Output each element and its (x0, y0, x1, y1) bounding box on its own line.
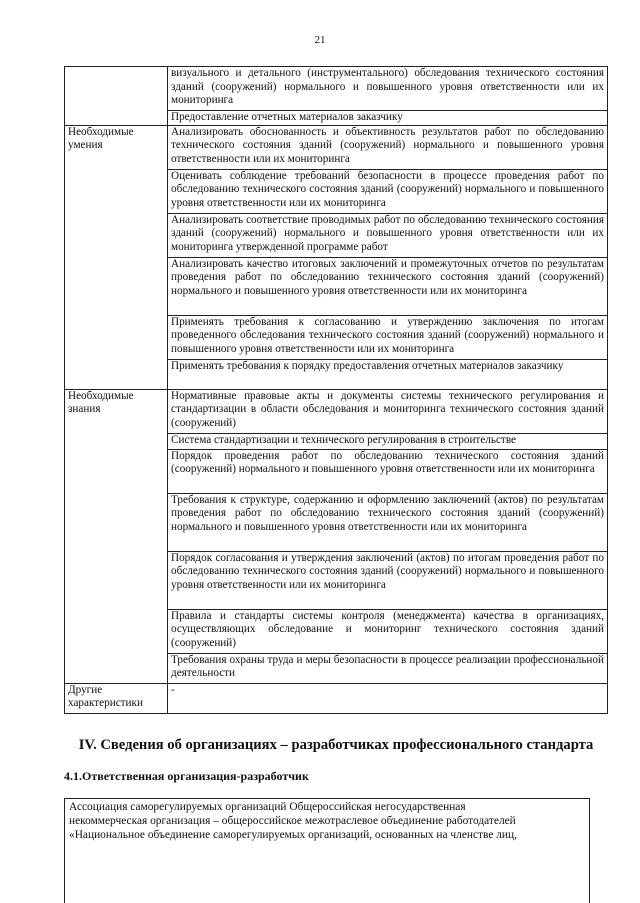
standard-table (64, 66, 608, 714)
row-text: Анализировать соответствие проводимых работ по обследованию технического состояния зданий (сооружений) нормального и повышенного уровня ответственности или их мониторинга утвержденной программе работ (168, 213, 608, 257)
subsection-heading: 4.1.Ответственная организация-разработчик (64, 769, 309, 783)
org-line: «Национальное объединение саморегулируемых организаций, основанных на членстве лиц, (69, 829, 517, 841)
org-line: Ассоциация саморегулируемых организаций Общероссийская негосударственная (69, 801, 466, 813)
row-text: Порядок согласования и утверждения заключений (актов) по итогам проведения работ по обследованию технического состояния зданий (сооружений) нормального и повышенного уровня ответственности или их мониторинга (168, 551, 608, 609)
row-text: Анализировать качество итоговых заключений и промежуточных отчетов по результатам проведения работ по обследованию технического состояния зданий (сооружений) нормального и повышенного уровня ответственности или их мониторинга (168, 257, 608, 315)
row-text: Требования охраны труда и меры безопасности в процессе реализации профессиональной деятельности (168, 653, 608, 683)
label-other: Другие характеристики (65, 683, 168, 713)
row-text: Оценивать соблюдение требований безопасности в процессе проведения работ по обследованию технического состояния зданий (сооружений) нормального и повышенного уровня ответственности или их мониторинга (168, 169, 608, 213)
row-text: Система стандартизации и технического регулирования в строительстве (168, 433, 608, 449)
label-skills: Необходимые умения (65, 125, 168, 389)
table-row (65, 67, 608, 111)
row-text: Нормативные правовые акты и документы системы технического регулирования и стандартизации в области обследования и мониторинга технического состояния зданий (сооружений) (168, 389, 608, 433)
row-text: Требования к структуре, содержанию и оформлению заключений (актов) по результатам проведения работ по обследованию технического состояния зданий (сооружений) нормального и повышенного уровня ответственности или их мониторинга (168, 493, 608, 551)
row-text: визуального и детального (инструментального) обследования технического состояния зданий (сооружений) нормального и повышенного уровня ответственности или их мониторинга (168, 67, 608, 111)
label-knowledge: Необходимые знания (65, 389, 168, 683)
section-heading: IV. Сведения об организациях – разработчиках профессионального стандарта (78, 737, 594, 753)
row-text: Применять требования к порядку предоставления отчетных материалов заказчику (168, 359, 608, 389)
page-number: 21 (314, 34, 326, 46)
table-row (65, 125, 608, 169)
row-text: Анализировать обоснованность и объективность результатов работ по обследованию технического состояния зданий (сооружений) нормального и повышенного уровня ответственности или их мониторинга (168, 125, 608, 169)
table-row (65, 683, 608, 713)
row-label (65, 67, 168, 126)
table-row (65, 389, 608, 433)
row-text: Правила и стандарты системы контроля (менеджмента) качества в организациях, осуществляющих обследование и мониторинг технического состояния зданий (сооружений) (168, 609, 608, 653)
row-text: Предоставление отчетных материалов заказчику (168, 111, 608, 126)
row-text: Применять требования к согласованию и утверждению заключения по итогам проведенного обследования технического состояния зданий (сооружений) нормального и повышенного уровня ответственности или их мониторинга (168, 315, 608, 359)
row-text: - (168, 683, 608, 713)
organization-box (64, 798, 590, 903)
row-text: Порядок проведения работ по обследованию технического состояния зданий (сооружений) нормального и повышенного уровня ответственности или их мониторинга (168, 449, 608, 493)
org-line: некоммерческая организация – общероссийское межотраслевое объединение работодателей (69, 815, 516, 827)
